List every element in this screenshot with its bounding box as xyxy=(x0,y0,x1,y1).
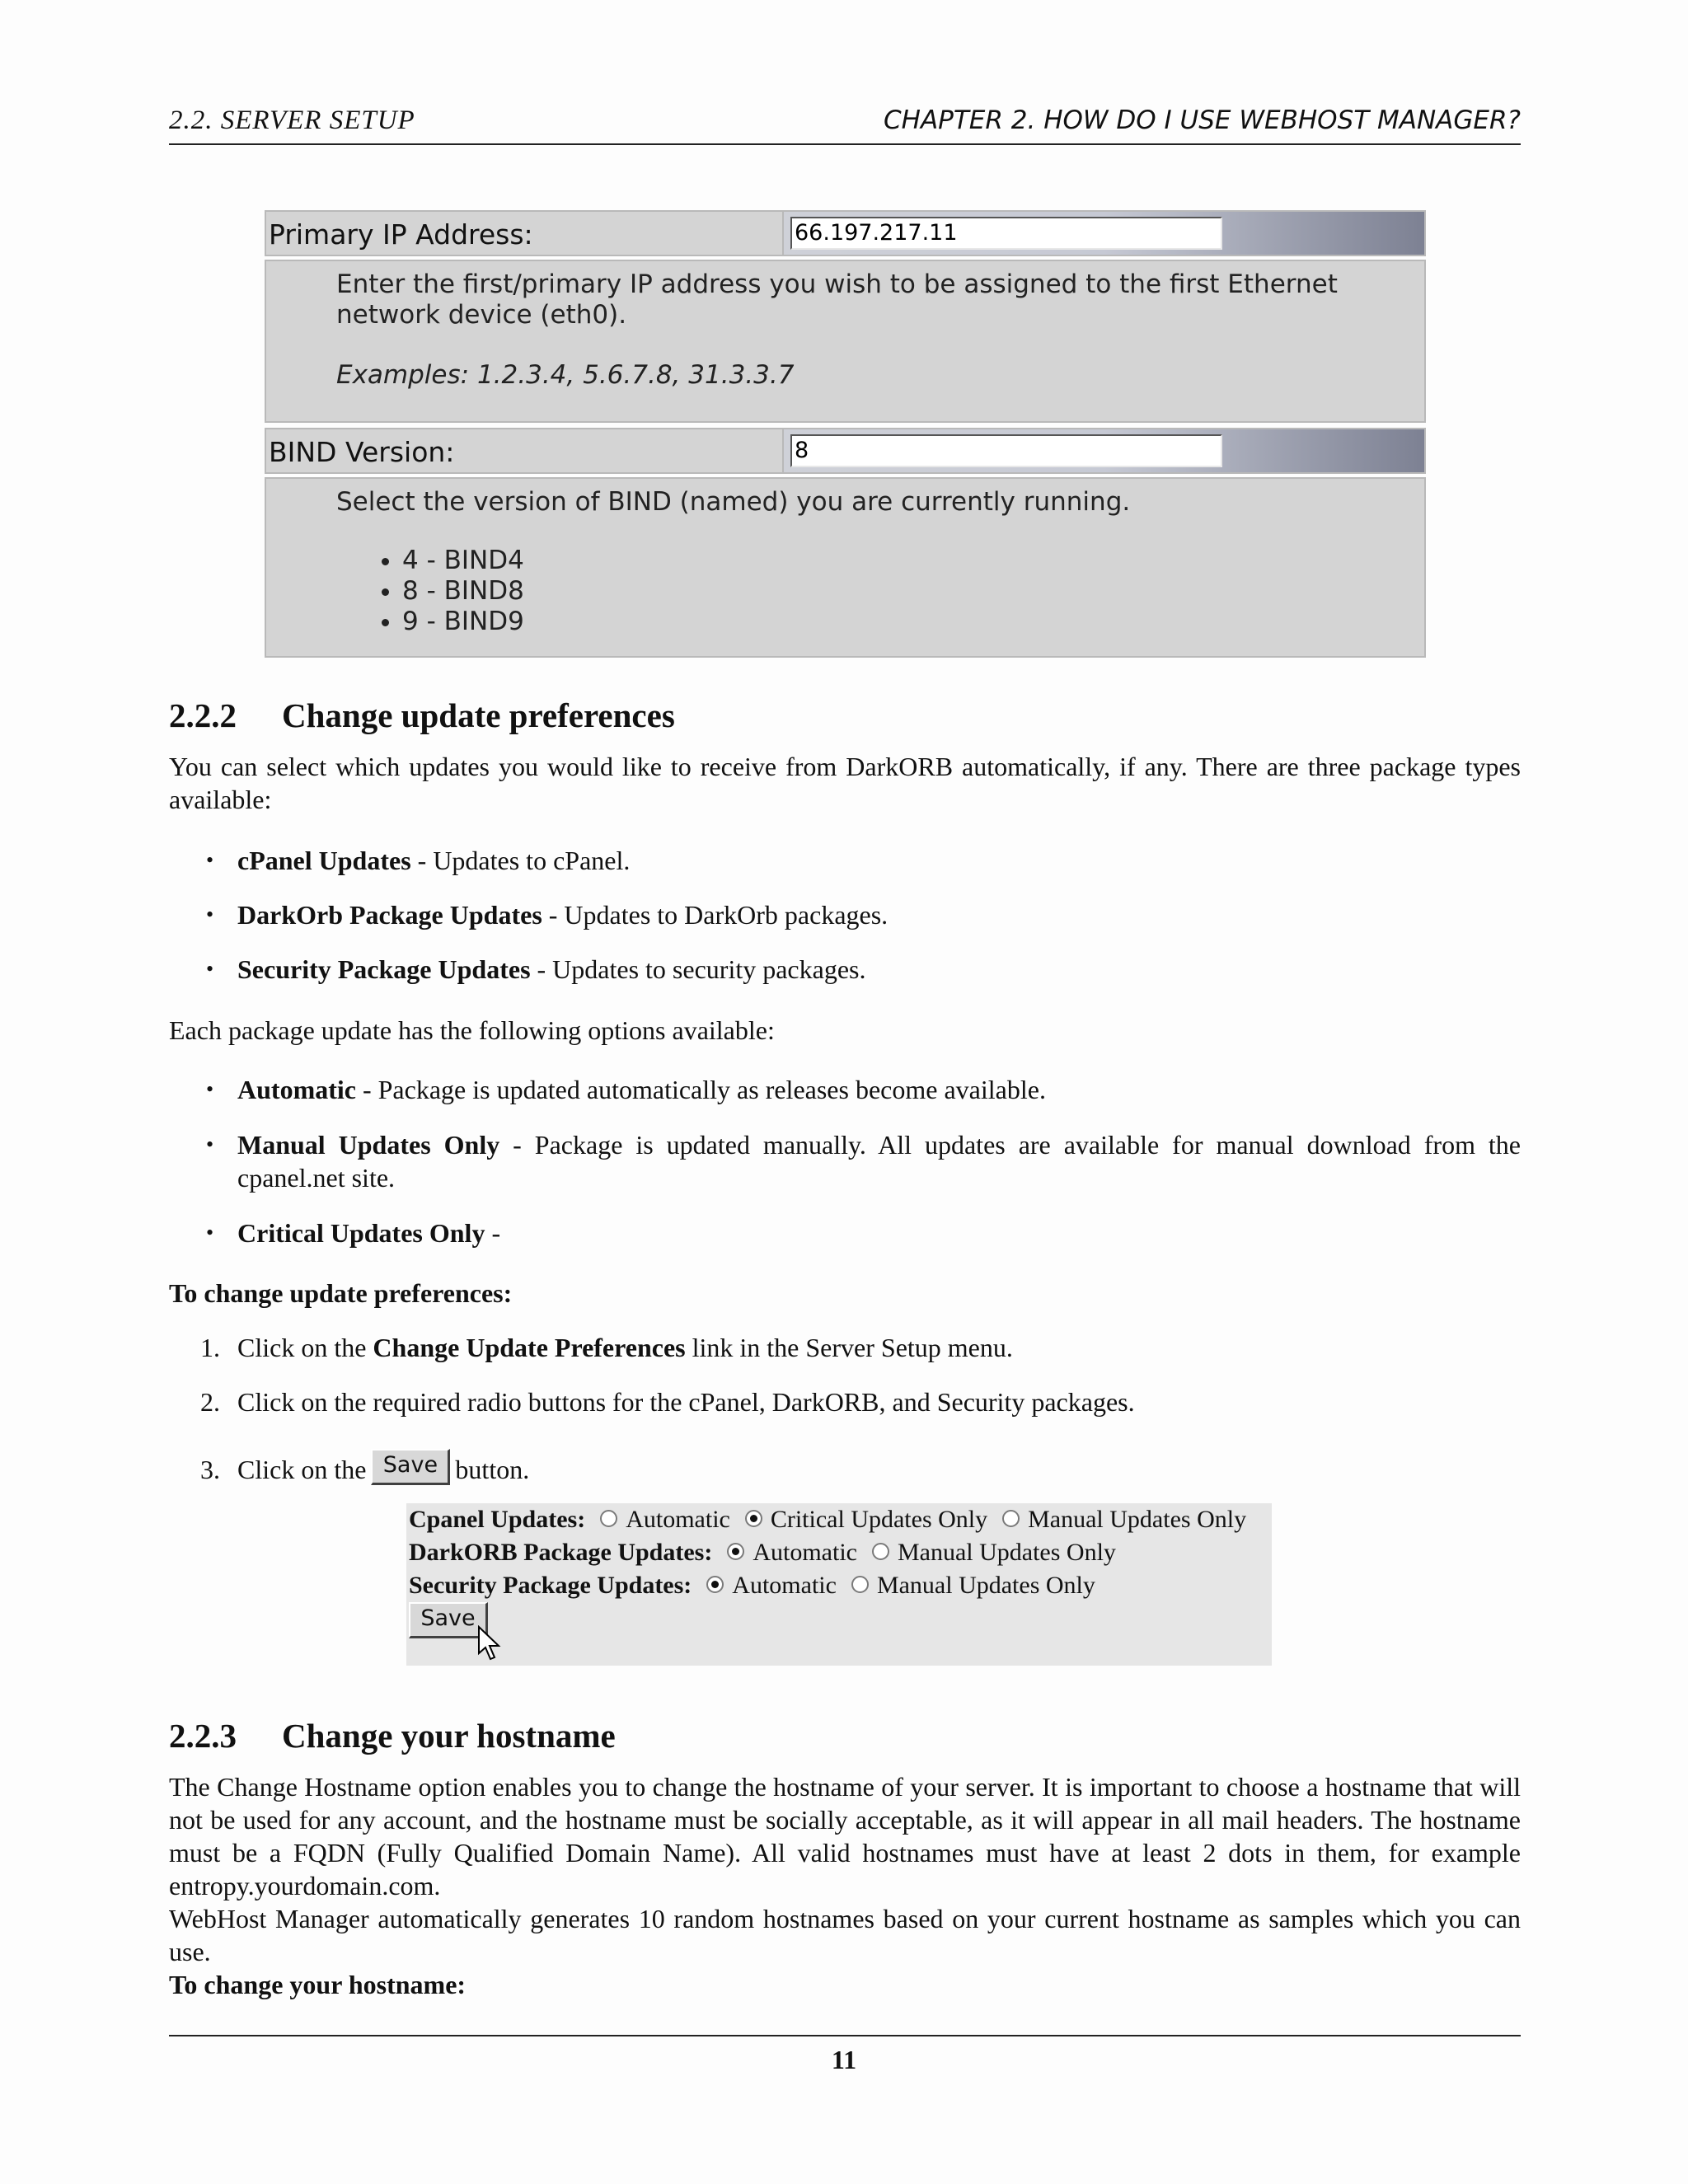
primary-ip-description xyxy=(265,260,1426,423)
save-button-image: Save xyxy=(371,1449,450,1485)
step-number: 1. xyxy=(200,1333,220,1362)
package-type-item: • Security Package Updates - Updates to security packages. xyxy=(206,954,866,984)
option-item: • Automatic - Package is updated automatically as releases become available. xyxy=(206,1075,1046,1104)
cpanel-updates-row xyxy=(409,1503,1246,1536)
option-item: • Critical Updates Only - xyxy=(206,1218,501,1248)
item-name: Automatic xyxy=(237,1075,356,1104)
item-name: cPanel Updates xyxy=(237,846,411,875)
section-number: 2.2.3 xyxy=(169,1717,237,1755)
section-number: 2.2.2 xyxy=(169,696,237,734)
page-number: 11 xyxy=(831,2045,857,2074)
item-desc: - xyxy=(485,1218,501,1248)
primary-ip-label: Primary IP Address: xyxy=(269,218,533,251)
header-section: 2.2. SERVER SETUP xyxy=(169,105,415,135)
bind-option: • 4 - BIND4 xyxy=(402,546,1408,576)
step-item xyxy=(200,1385,1521,1418)
radio-label: Manual Updates Only xyxy=(876,1572,1095,1599)
section-heading-222 xyxy=(169,696,675,735)
step-number: 3. xyxy=(200,1455,220,1484)
whm-setup-form xyxy=(265,210,1426,658)
bind-version-label: BIND Version: xyxy=(269,436,455,468)
bind-version-row xyxy=(265,428,1426,474)
update-preferences-form xyxy=(406,1503,1272,1666)
item-desc: - Package is updated automatically as releases become available. xyxy=(355,1075,1046,1104)
primary-ip-examples: Examples: 1.2.3.4, 5.6.7.8, 31.3.3.7 xyxy=(336,360,795,390)
step-item xyxy=(200,1331,1521,1364)
cpanel-critical-radio[interactable] xyxy=(745,1510,762,1527)
radio-label: Manual Updates Only xyxy=(1028,1506,1247,1533)
cpanel-manual-radio[interactable] xyxy=(1002,1510,1020,1527)
header-chapter: CHAPTER 2. HOW DO I USE WEBHOST MANAGER? xyxy=(884,105,1521,135)
bind-version-input[interactable]: 8 xyxy=(790,434,1222,467)
step-item xyxy=(200,1453,1521,1495)
cpanel-updates-label: Cpanel Updates: xyxy=(409,1506,586,1533)
darkorb-updates-row xyxy=(409,1536,1116,1569)
primary-ip-input[interactable]: 66.197.217.11 xyxy=(790,217,1222,250)
bind-version-help: Select the version of BIND (named) you are currently running. xyxy=(336,487,1131,517)
radio-label: Automatic xyxy=(626,1506,730,1533)
item-desc: - Package is updated manually. All updates are available for manual download from the cpanel.net site. xyxy=(237,1130,1522,1193)
bind-version-options xyxy=(336,546,1408,637)
step-text: link in the Server Setup menu. xyxy=(685,1333,1013,1362)
howto-heading: To change update preferences: xyxy=(169,1278,513,1308)
item-desc: - Updates to security packages. xyxy=(530,954,866,984)
security-automatic-radio[interactable] xyxy=(706,1576,724,1593)
bind-version-description xyxy=(265,477,1426,658)
step-text: Click on the required radio buttons for the cPanel, DarkORB, and Security packages. xyxy=(237,1387,1135,1417)
radio-label: Automatic xyxy=(753,1539,857,1566)
options-intro: Each package update has the following options available: xyxy=(169,1015,775,1045)
item-name: Manual Updates Only xyxy=(237,1130,500,1160)
mouse-cursor-icon xyxy=(477,1625,502,1661)
darkorb-manual-radio[interactable] xyxy=(872,1543,889,1560)
item-name: Critical Updates Only xyxy=(237,1218,485,1248)
radio-label: Automatic xyxy=(732,1572,837,1599)
section-title: Change your hostname xyxy=(282,1717,616,1755)
step-text: button. xyxy=(455,1455,530,1484)
radio-label: Critical Updates Only xyxy=(770,1506,988,1533)
bind-option: • 8 - BIND8 xyxy=(402,576,1408,607)
step-text: Click on the xyxy=(237,1333,373,1362)
darkorb-automatic-radio[interactable] xyxy=(727,1543,744,1560)
hostname-paragraph: WebHost Manager automatically generates 10 random hostnames based on your current hostname as samples which you can use. xyxy=(169,1904,1521,1966)
cpanel-automatic-radio[interactable] xyxy=(600,1510,617,1527)
section-heading-223 xyxy=(169,1716,616,1755)
primary-ip-cell xyxy=(782,210,1426,256)
step-text: Click on the xyxy=(237,1455,367,1484)
primary-ip-help: Enter the first/primary IP address you wish to be assigned to the first Ethernet network device (eth0). xyxy=(336,269,1338,330)
save-button[interactable]: Save xyxy=(409,1602,488,1638)
item-desc: - Updates to DarkOrb packages. xyxy=(542,900,889,930)
bind-version-cell xyxy=(782,428,1426,474)
item-desc: - Updates to cPanel. xyxy=(410,846,631,875)
security-manual-radio[interactable] xyxy=(851,1576,869,1593)
intro-paragraph: You can select which updates you would like to receive from DarkORB automatically, if any. There are three package types available: xyxy=(169,752,1521,814)
hostname-paragraph: The Change Hostname option enables you to change the hostname of your server. It is important to choose a hostname that will not be used for any account, and the hostname must be socially acceptable, as it will appear in all mail headers. The hostname must be a FQDN (Fully Qualified Domain Name). All valid hostnames must have at least 2 dots in them, for example entropy.yourdomain.com. xyxy=(169,1772,1521,1900)
option-item: • Manual Updates Only - Package is updated manually. All updates are available for manual download from the cpanel.net site. xyxy=(206,1130,1522,1193)
section-title: Change update preferences xyxy=(282,696,675,734)
running-header xyxy=(169,105,1521,145)
primary-ip-row xyxy=(265,210,1426,256)
step-number: 2. xyxy=(200,1387,220,1417)
step-link-name: Change Update Preferences xyxy=(373,1333,686,1362)
package-type-item: • DarkOrb Package Updates - Updates to DarkOrb packages. xyxy=(206,900,889,930)
bind-option: • 9 - BIND9 xyxy=(402,607,1408,637)
footer-rule xyxy=(169,2035,1521,2036)
security-updates-label: Security Package Updates: xyxy=(409,1572,692,1599)
radio-label: Manual Updates Only xyxy=(897,1539,1116,1566)
darkorb-updates-label: DarkORB Package Updates: xyxy=(409,1539,713,1566)
howto-heading: To change your hostname: xyxy=(169,1970,467,1999)
item-name: DarkOrb Package Updates xyxy=(237,900,542,930)
security-updates-row xyxy=(409,1569,1095,1602)
item-name: Security Package Updates xyxy=(237,954,531,984)
package-type-item: • cPanel Updates - Updates to cPanel. xyxy=(206,846,631,875)
